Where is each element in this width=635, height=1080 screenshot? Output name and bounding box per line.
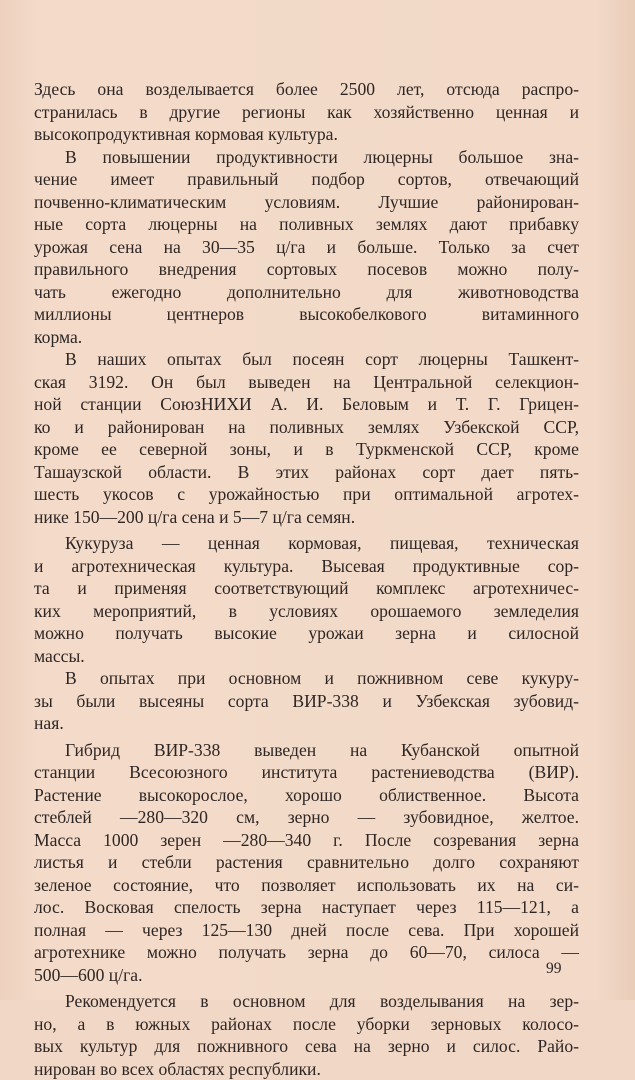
paragraph-4: [34, 532, 579, 667]
text-line: та и применяя соответствующий комплекс агротехничес-: [34, 577, 579, 600]
text-line: Кукуруза — ценная кормовая, пищевая, техническая: [34, 532, 579, 555]
paragraph-5: [34, 667, 579, 735]
text-line: Ташаузской области. В этих районах сорт дает пять-: [34, 461, 579, 484]
text-line: Здесь она возделывается более 2500 лет, отсюда распро-: [34, 78, 579, 101]
text-line: миллионы центнеров высокобелкового витаминного: [34, 303, 579, 326]
text-line: станции Всесоюзного института растениеводства (ВИР).: [34, 761, 579, 784]
text-line: В повышении продуктивности люцерны большое зна-: [34, 146, 579, 169]
text-line: ская 3192. Он был выведен на Центральной селекцион-: [34, 371, 579, 394]
text-line: агротехнике можно получать зерна до 60—70, силоса —: [34, 941, 579, 964]
text-line: странилась в другие регионы как хозяйственно ценная и: [34, 101, 579, 124]
body-text: [34, 78, 579, 1080]
text-line: зы были высеяны сорта ВИР-338 и Узбекская зубовид-: [34, 690, 579, 713]
text-line: лос. Восковая спелость зерна наступает через 115—121, а: [34, 896, 579, 919]
text-line: шесть укосов с урожайностью при оптимальной агротех-: [34, 483, 579, 506]
text-line: В наших опытах был посеян сорт люцерны Ташкент-: [34, 348, 579, 371]
paragraph-6: [34, 739, 579, 987]
page-number: 99: [546, 960, 562, 978]
text-line: ной станции СоюзНИХИ А. И. Беловым и Т. Г. Грицен-: [34, 393, 579, 416]
text-line: Масса 1000 зерен —280—340 г. После созревания зерна: [34, 829, 579, 852]
text-line: ные сорта люцерны на поливных землях дают прибавку: [34, 213, 579, 236]
text-line: полная — через 125—130 дней после сева. При хорошей: [34, 919, 579, 942]
text-line: Гибрид ВИР-338 выведен на Кубанской опытной: [34, 739, 579, 762]
text-line: урожая сена на 30—35 ц/га и больше. Только за счет: [34, 236, 579, 259]
text-line: массы.: [34, 645, 579, 668]
text-line: стеблей —280—320 см, зерно — зубовидное, желтое.: [34, 806, 579, 829]
text-line: чать ежегодно дополнительно для животноводства: [34, 281, 579, 304]
text-line: В опытах при основном и пожнивном севе кукуру-: [34, 667, 579, 690]
paragraph-7: [34, 990, 579, 1080]
paragraph-3: [34, 348, 579, 528]
text-line: ко и районирован на поливных землях Узбекской ССР,: [34, 416, 579, 439]
text-line: но, а в южных районах после уборки зерновых колосо-: [34, 1013, 579, 1036]
text-line: почвенно-климатическим условиям. Лучшие районирован-: [34, 191, 579, 214]
text-line: 500—600 ц/га.: [34, 964, 579, 987]
text-line: вых культур для пожнивного сева на зерно и силос. Райо-: [34, 1035, 579, 1058]
text-line: можно получать высокие урожаи зерна и силосной: [34, 622, 579, 645]
text-line: нике 150—200 ц/га сена и 5—7 ц/га семян.: [34, 506, 579, 529]
paragraph-2: [34, 146, 579, 349]
text-line: нирован во всех областях республики.: [34, 1058, 579, 1080]
text-line: Растение высокорослое, хорошо облиственное. Высота: [34, 784, 579, 807]
text-line: правильного внедрения сортовых посевов можно полу-: [34, 258, 579, 281]
text-line: ная.: [34, 712, 579, 735]
text-line: и агротехническая культура. Высевая продуктивные сор-: [34, 555, 579, 578]
text-line: высокопродуктивная кормовая культура.: [34, 123, 579, 146]
text-line: чение имеет правильный подбор сортов, отвечающий: [34, 168, 579, 191]
text-line: ких мероприятий, в условиях орошаемого земледелия: [34, 600, 579, 623]
text-line: зеленое состояние, что позволяет использовать их на си-: [34, 874, 579, 897]
text-line: Рекомендуется в основном для возделывания на зер-: [34, 990, 579, 1013]
text-line: листья и стебли растения сравнительно долго сохраняют: [34, 851, 579, 874]
text-line: кроме ее северной зоны, и в Туркменской ССР, кроме: [34, 438, 579, 461]
paragraph-1: [34, 78, 579, 146]
text-line: корма.: [34, 326, 579, 349]
